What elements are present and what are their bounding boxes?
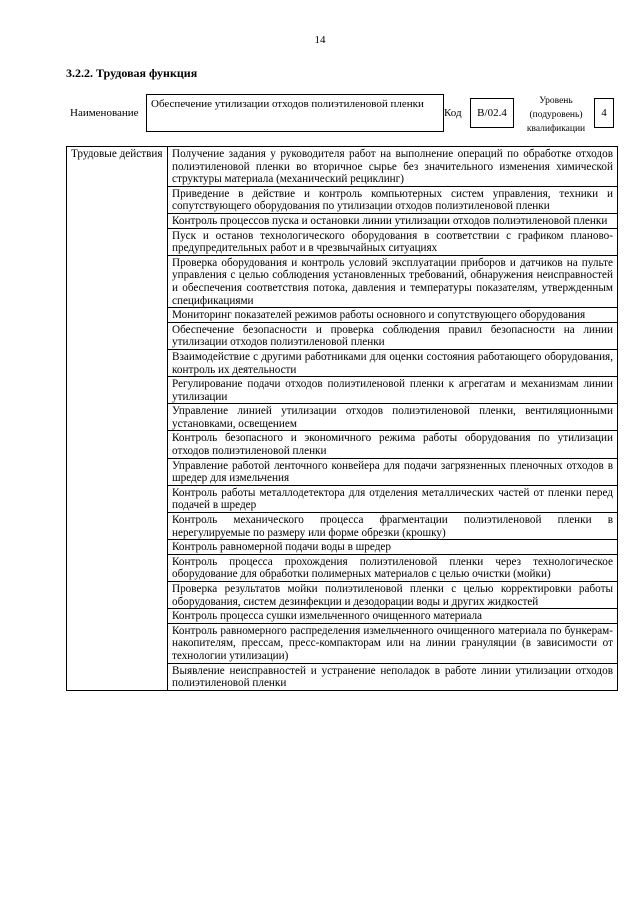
action-cell: Проверка оборудования и контроль условий эксплуатации приборов и датчиков на пульте управления с целью соблюдения установленных требований, обнаружения неисправностей и обеспечения соответствия потока, давления и температуры показателям, утвержденным спецификациями <box>168 255 618 307</box>
action-cell: Контроль равномерного распределения измельченного очищенного материала по бункерам-накопителям, прессам, пресс-компакторам или на линии грануляции (в зависимости от технологии утилизации) <box>168 623 618 663</box>
action-cell: Контроль процесса прохождения полиэтиленовой пленки через технологическое оборудование для обработки полимерных материалов с целью очистки (мойки) <box>168 554 618 581</box>
code-value-box: B/02.4 <box>470 98 514 128</box>
labor-actions-table <box>66 146 618 691</box>
action-cell: Контроль работы металлодетектора для отделения металлических частей от пленки перед подачей в шредер <box>168 485 618 512</box>
page-number: 14 <box>314 34 326 46</box>
action-cell: Обеспечение безопасности и проверка соблюдения правил безопасности на линии утилизации отходов полиэтиленовой пленки <box>168 322 618 349</box>
action-cell: Контроль равномерной подачи воды в шредер <box>168 540 618 555</box>
name-label: Наименование <box>70 107 139 119</box>
function-header <box>66 94 618 138</box>
action-cell: Проверка результатов мойки полиэтиленовой пленки с целью корректировки работы оборудования, систем дезинфекции и дезодорации воды и других жидкостей <box>168 582 618 609</box>
level-label: Уровень (подуровень) квалификации <box>526 96 586 134</box>
action-cell: Управление работой ленточного конвейера для подачи загрязненных пленочных отходов в шредер для измельчения <box>168 458 618 485</box>
action-cell: Регулирование подачи отходов полиэтиленовой пленки к агрегатам и механизмам линии утилизации <box>168 377 618 404</box>
action-cell: Получение задания у руководителя работ на выполнение операций по обработке отходов полиэтиленовой пленки во вторичное сырье без значительного изменения химической структуры материала (механический рециклинг) <box>168 147 618 187</box>
action-cell: Мониторинг показателей режимов работы основного и сопутствующего оборудования <box>168 308 618 323</box>
labor-actions-body <box>67 147 618 691</box>
action-cell: Выявление неисправностей и устранение неполадок в работе линии утилизации отходов полиэтиленовой пленки <box>168 663 618 690</box>
action-cell: Контроль механического процесса фрагментации полиэтиленовой пленки в нерегулируемые по размеру или форме обрезки (крошку) <box>168 513 618 540</box>
action-cell: Контроль безопасного и экономичного режима работы оборудования по утилизации отходов полиэтиленовой пленки <box>168 431 618 458</box>
section-title: 3.2.2. Трудовая функция <box>66 66 198 80</box>
name-value-box: Обеспечение утилизации отходов полиэтиленовой пленки <box>146 94 444 132</box>
level-value-box: 4 <box>594 98 614 128</box>
action-cell: Приведение в действие и контроль компьютерных систем управления, техники и сопутствующего оборудования по утилизации отходов полиэтиленовой пленки <box>168 186 618 213</box>
action-cell: Управление линией утилизации отходов полиэтиленовой пленки, вентиляционными установками, освещением <box>168 404 618 431</box>
code-label: Код <box>444 107 462 119</box>
action-cell: Контроль процесса сушки измельченного очищенного материала <box>168 609 618 624</box>
action-cell: Пуск и останов технологического оборудования в соответствии с графиком планово-предупредительных работ и в чрезвычайных ситуациях <box>168 228 618 255</box>
group-label-cell: Трудовые действия <box>67 147 168 691</box>
table-row <box>67 147 618 187</box>
action-cell: Контроль процессов пуска и остановки линии утилизации отходов полиэтиленовой пленки <box>168 213 618 228</box>
action-cell: Взаимодействие с другими работниками для оценки состояния работающего оборудования, контроль их деятельности <box>168 349 618 376</box>
